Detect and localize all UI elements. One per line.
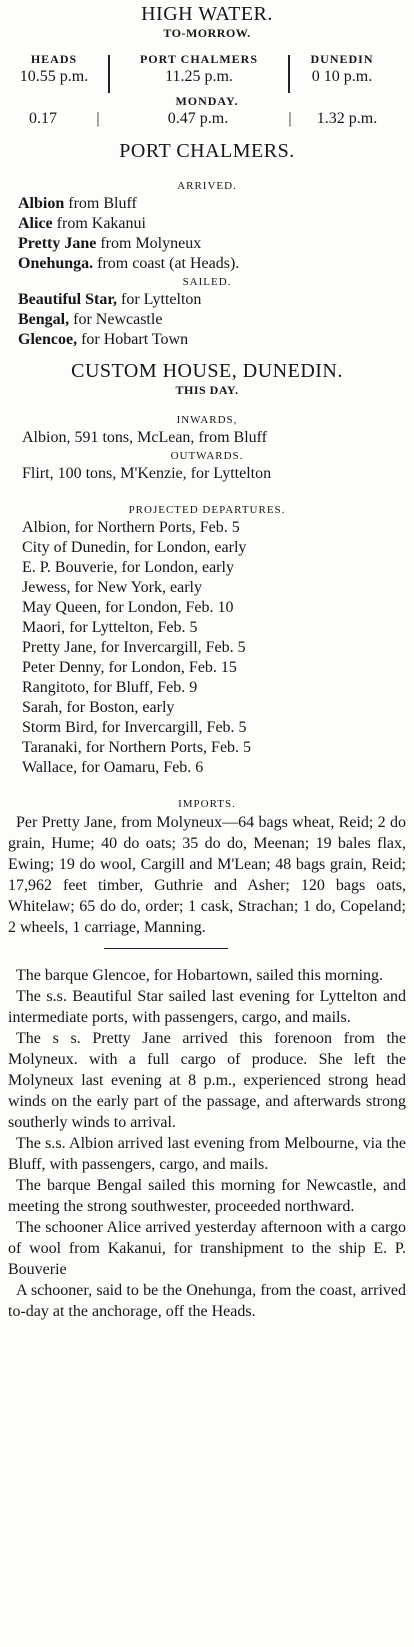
- news-paragraph: The s s. Pretty Jane arrived this forenoon from the Molyneux. with a full cargo of produce. She left the Molyneux last evening at 8 p.m., experienced strong head winds on the early part of the passage, and afterwards strong southerly winds to arrival.: [8, 1030, 406, 1131]
- departure-item: Jewess, for New York, early: [22, 579, 202, 596]
- departure-item: E. P. Bouverie, for London, early: [22, 559, 234, 576]
- news-paragraph: The barque Glencoe, for Hobartown, sailed this morning.: [16, 967, 384, 984]
- departure-item: Taranaki, for Northern Ports, Feb. 5: [22, 739, 252, 756]
- news-paragraph: The s.s. Beautiful Star sailed last evening for Lyttelton and intermediate ports, with passengers, cargo, and mails.: [8, 988, 406, 1026]
- tide-mon-divider: |: [96, 110, 100, 127]
- tide-head-heads: HEADS: [30, 52, 78, 66]
- port-chalmers-title: PORT CHALMERS.: [119, 140, 295, 162]
- departure-item: Sarah, for Boston, early: [22, 699, 175, 716]
- departure-item: Maori, for Lyttelton, Feb. 5: [22, 619, 198, 636]
- newspaper-column: [0, 3, 414, 1647]
- tide-mon-dunedin: 1.32 p.m.: [316, 110, 378, 127]
- departure-item: Wallace, for Oamaru, Feb. 6: [22, 759, 204, 776]
- tide-mon-divider: |: [288, 110, 292, 127]
- arrived-item: Onehunga. from coast (at Heads).: [18, 255, 240, 272]
- custom-house-title: CUSTOM HOUSE, DUNEDIN.: [71, 360, 343, 382]
- departure-item: May Queen, for London, Feb. 10: [22, 599, 234, 616]
- inwards-heading: INWARDS,: [176, 414, 238, 426]
- departure-item: Rangitoto, for Bluff, Feb. 9: [22, 679, 198, 696]
- news-paragraph: The s.s. Albion arrived last evening from Melbourne, via the Bluff, with passengers, cargo, and mails.: [8, 1135, 406, 1173]
- departures-heading: PROJECTED DEPARTURES.: [128, 504, 286, 516]
- high-water-subtitle: TO-MORROW.: [163, 26, 251, 40]
- sailed-heading: SAILED.: [182, 276, 232, 288]
- departure-item: Storm Bird, for Invercargill, Feb. 5: [22, 719, 247, 736]
- arrived-item: Pretty Jane from Molyneux: [18, 235, 202, 252]
- arrived-heading: ARRIVED.: [177, 180, 237, 192]
- sailed-item: Glencoe, for Hobart Town: [18, 331, 189, 348]
- outwards-entry: Flirt, 100 tons, M'Kenzie, for Lyttelton: [22, 465, 272, 482]
- tide-col-heads: [8, 51, 100, 93]
- arrived-list: [8, 194, 406, 274]
- departures-list: [8, 518, 406, 778]
- arrived-item: Albion from Bluff: [18, 195, 137, 212]
- imports-paragraph: Per Pretty Jane, from Molyneux—64 bags wheat, Reid; 2 do grain, Hume; 40 do oats; 35 do do, Meenan; 19 bales flax, Ewing; 19 do wool, Cargill and M'Lean; 48 bags grain, Reid; 17,962 feet timber, Guthrie and Asher; 120 bags oats, Whitelaw; 65 do do, order; 1 cask, Strachan; 1 do, Copeland; 2 wheels, 1 carriage, Manning.: [8, 814, 406, 936]
- departure-item: Pretty Jane, for Invercargill, Feb. 5: [22, 639, 246, 656]
- news-paragraph: The schooner Alice arrived yesterday afternoon with a cargo of wool from Kakanui, for transhipment to the ship E. P. Bouverie: [8, 1219, 406, 1278]
- departure-item: Peter Denny, for London, Feb. 15: [22, 659, 237, 676]
- inwards-entry: Albion, 591 tons, McLean, from Bluff: [22, 429, 268, 446]
- outwards-heading: OUTWARDS.: [170, 450, 244, 462]
- news-paragraph: The barque Bengal sailed this morning for Newcastle, and meeting the strong southwester, proceeded northward.: [8, 1177, 406, 1215]
- tide-time-heads: 10.55 p.m.: [19, 68, 89, 85]
- sailed-list: [8, 290, 406, 350]
- imports-heading: IMPORTS.: [178, 798, 236, 810]
- tide-monday: MONDAY.: [175, 94, 239, 108]
- tide-time-port-chalmers: 11.25 p.m.: [165, 68, 233, 85]
- tide-row-monday: [8, 109, 406, 128]
- high-water-title: HIGH WATER.: [141, 3, 273, 25]
- tide-col-dunedin: [290, 51, 394, 93]
- shipping-news: [8, 965, 406, 1322]
- section-divider: [104, 948, 228, 949]
- departure-item: Albion, for Northern Ports, Feb. 5: [22, 519, 240, 536]
- tide-table: [8, 51, 406, 93]
- tide-head-port-chalmers: PORT CHALMERS: [139, 52, 259, 66]
- tide-col-port-chalmers: [110, 51, 288, 93]
- tide-mon-heads: 0.17: [29, 110, 57, 127]
- tide-head-dunedin: DUNEDIN: [310, 52, 374, 66]
- tide-mon-port-chalmers: 0.47 p.m.: [167, 110, 229, 127]
- departure-item: City of Dunedin, for London, early: [22, 539, 247, 556]
- sailed-item: Bengal, for Newcastle: [18, 311, 163, 328]
- news-paragraph: A schooner, said to be the Onehunga, from the coast, arrived to-day at the anchorage, off the Heads.: [8, 1282, 406, 1320]
- tide-time-dunedin: 0 10 p.m.: [311, 68, 373, 85]
- arrived-item: Alice from Kakanui: [18, 215, 146, 232]
- custom-house-subtitle: THIS DAY.: [175, 383, 239, 397]
- sailed-item: Beautiful Star, for Lyttelton: [18, 291, 202, 308]
